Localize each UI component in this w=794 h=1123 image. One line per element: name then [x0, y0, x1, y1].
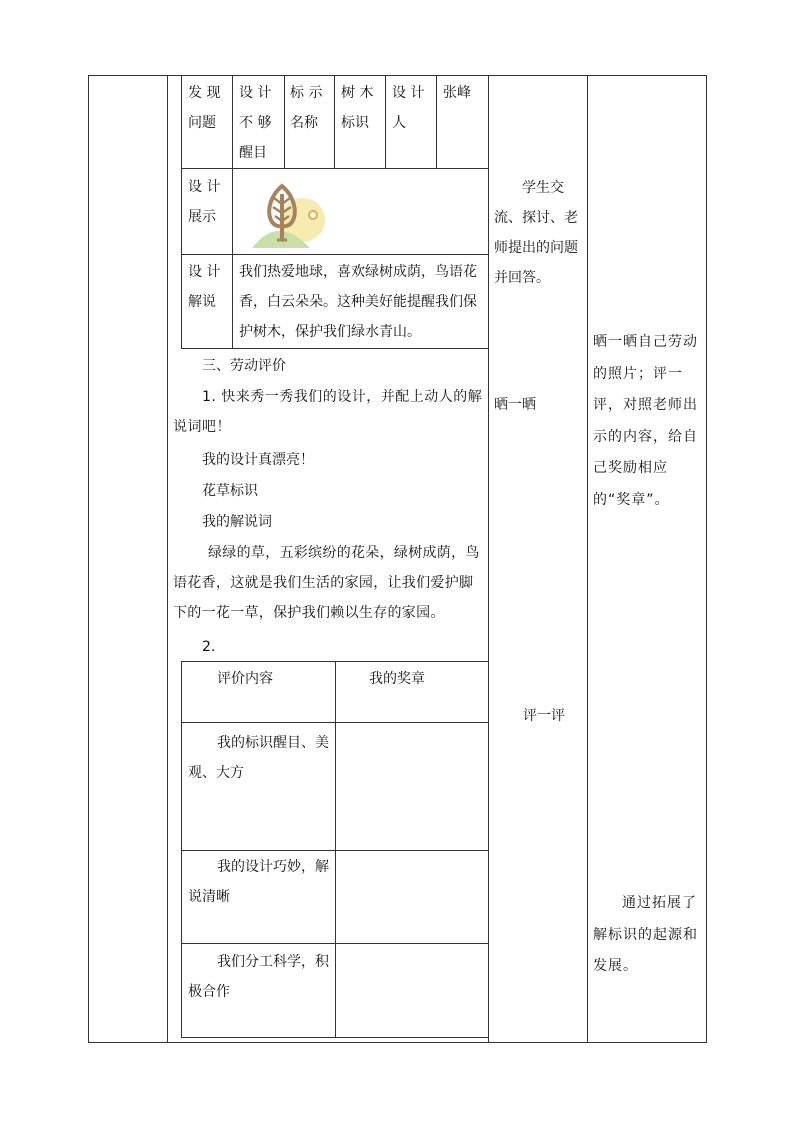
design-header-cell: 树 木 标识 [341, 85, 374, 131]
section3-paragraph [173, 538, 487, 628]
outer-bottom-border [88, 1042, 707, 1043]
eval-header-medal: 我的奖章 [369, 671, 425, 687]
section3-item1 [173, 382, 485, 442]
eval-row-text: 我们分工科学，积极合作 [188, 954, 329, 1000]
sun-dot [309, 211, 317, 219]
col-divider-1 [167, 75, 168, 1043]
design-table-col [436, 75, 437, 168]
design-header-cell: 发 现 问题 [188, 85, 221, 131]
design-show-label: 设 计 展示 [188, 179, 221, 225]
intent-text-2 [593, 888, 703, 983]
design-table-bottom [181, 348, 488, 349]
design-table-row-line [181, 254, 488, 255]
item1-text: 1. 快来秀一秀我们的设计，并配上动人的解说词吧！ [173, 389, 483, 435]
section3-title: 三、劳动评价 [202, 358, 286, 374]
student-text-1: 学生交流、探讨、老师提出的问题并回答。 [494, 180, 578, 286]
eval-row-3 [188, 947, 332, 1007]
design-table-col [385, 75, 386, 168]
designer-name: 张峰 [443, 85, 471, 101]
outer-left-border [88, 75, 89, 1043]
eval-row-2 [188, 852, 332, 912]
section3-line-flower: 花草标识 [202, 483, 258, 499]
student-show-label: 晒一晒 [494, 397, 536, 413]
intent-text-1 [593, 327, 703, 516]
col-divider-3 [587, 75, 588, 1043]
design-table-row-line [181, 168, 488, 169]
design-table-left [181, 75, 182, 349]
eval-row-text: 我的设计巧妙，解说清晰 [188, 859, 329, 905]
design-header-cell: 标 示 名称 [290, 85, 323, 131]
eval-row-text: 我的标识醒目、美观、大方 [188, 735, 329, 781]
eval-table-left [181, 661, 182, 1038]
design-table-col [334, 75, 335, 168]
section3-line-beautiful: 我的设计真漂亮！ [202, 452, 314, 468]
tree-sign-icon [248, 178, 328, 250]
eval-row-1 [188, 728, 332, 788]
design-table-col [232, 75, 233, 349]
section3-item2: 2. [202, 639, 216, 655]
paragraph-text: 绿绿的草，五彩缤纷的花朵，绿树成荫，鸟语花香，这就是我们生活的家园，让我们爱护脚下的一花一草，保护我们赖以生存的家园。 [173, 545, 480, 621]
section3-line-explain: 我的解说词 [202, 514, 272, 530]
design-explain-text: 我们热爱地球，喜欢绿树成荫，鸟语花香，白云朵朵。这种美好能提醒我们保护树木，保护我们绿水青山。 [239, 264, 477, 340]
student-activity-text [494, 173, 586, 293]
eval-table-mid [335, 661, 336, 1038]
design-table-col [284, 75, 285, 168]
design-header-cell: 设 计 人 [392, 85, 425, 131]
eval-header-content: 评价内容 [217, 671, 273, 687]
outer-right-border [706, 75, 707, 1043]
design-explain-label: 设 计 解说 [188, 264, 221, 310]
col-divider-2 [488, 75, 489, 1043]
intent-text-2-content: 通过拓展了解标识的起源和发展。 [593, 895, 698, 974]
intent-text-1-content: 晒一晒自己劳动的照片；评一评，对照老师出示的内容，给自己奖励相应的“奖章”。 [593, 334, 698, 508]
design-header-cell: 设 计 不 够 醒目 [239, 85, 272, 161]
student-eval-label: 评一评 [523, 708, 565, 724]
